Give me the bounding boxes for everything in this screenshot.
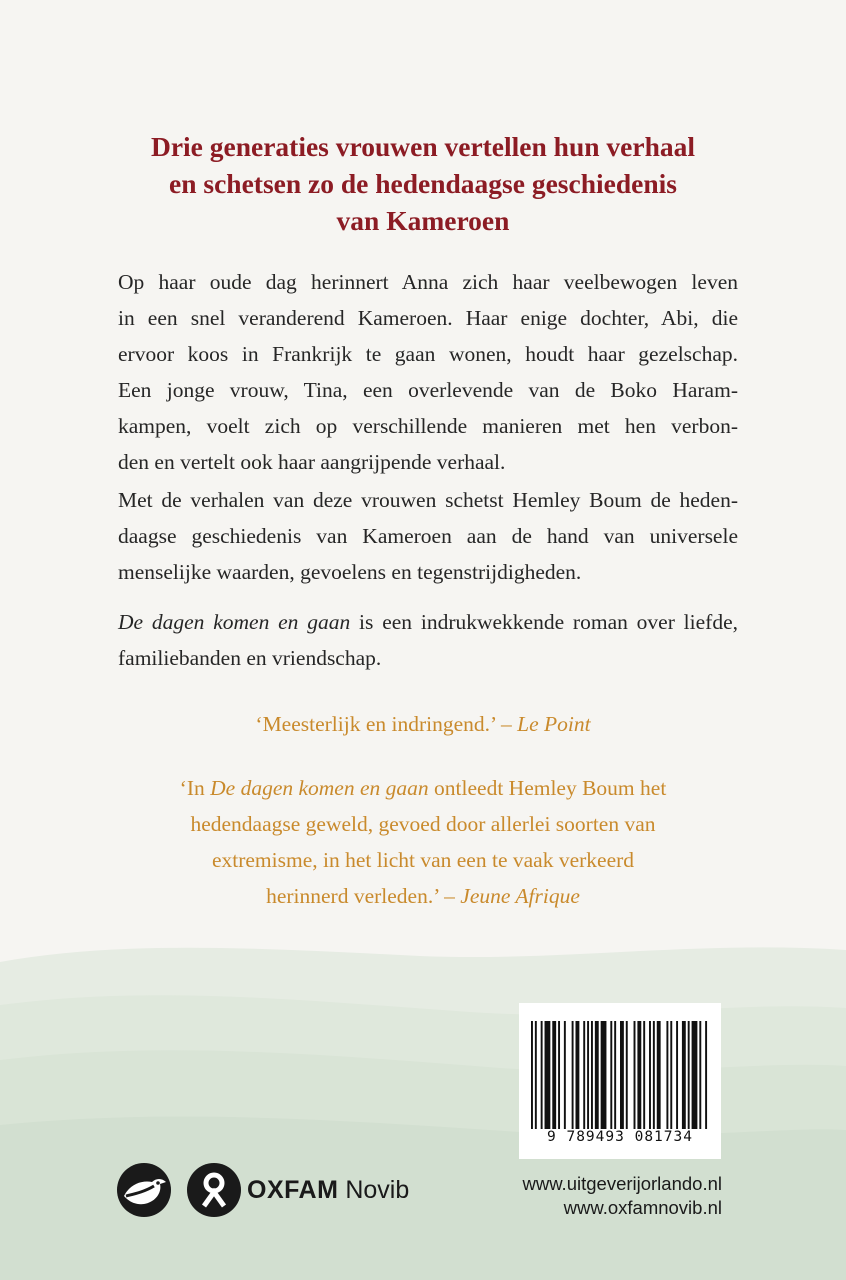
paragraph-line: Met de verhalen van deze vrouwen schetst Hemley Boum de heden- [118,488,738,512]
barcode-bar [657,1021,661,1129]
barcode-bar [682,1021,686,1129]
barcode-bar [699,1021,701,1129]
blurb-paragraph-3 [118,604,738,676]
barcode-bar [610,1021,612,1129]
paragraph-line [118,604,738,640]
headline-line-3: van Kameroen [336,205,510,236]
barcode-bar [583,1021,585,1129]
barcode-bar [643,1021,645,1129]
barcode-bar [670,1021,672,1129]
paragraph-line: familiebanden en vriendschap. [118,646,382,670]
paragraph-line: ervoor koos in Frankrijk te gaan wonen, houdt haar gezelschap. [118,342,738,366]
barcode-bar [558,1021,560,1129]
barcode-bar [688,1021,690,1129]
paragraph-line: in een snel veranderend Kameroen. Haar enige dochter, Abi, die [118,306,738,330]
paragraph-line: daagse geschiedenis van Kameroen aan de hand van universele [118,524,738,548]
barcode-bar [634,1021,636,1129]
quote-text: extremisme, in het licht van een te vaak verkeerd [211,848,635,872]
barcode-bar [572,1021,574,1129]
blurb-paragraph-1 [118,264,738,480]
headline-line-1: Drie generaties vrouwen vertellen hun verhaal [150,131,696,162]
headline [0,128,846,239]
oxfam-wordmark-regular: Novib [338,1176,410,1204]
barcode-bar [637,1021,641,1129]
quote-text: ontleedt Hemley Boum het [428,776,667,800]
headline-line-2: en schetsen zo de hedendaagse geschiedenis [169,168,677,199]
barcode-bar [601,1021,607,1129]
barcode-bar [614,1021,616,1129]
book-title: De dagen komen en gaan [118,610,351,634]
oxfam-person-icon [186,1162,242,1218]
barcode-bar [676,1021,678,1129]
barcode-bar [620,1021,624,1129]
barcode-bar [564,1021,566,1129]
oxfam-novib-wordmark [247,1172,409,1208]
barcode-bar [653,1021,655,1129]
barcode-bar [649,1021,651,1129]
quote-source: Jeune Afrique [460,884,580,908]
barcode-bar [692,1021,698,1129]
barcode-bar [626,1021,628,1129]
barcode-bar [666,1021,668,1129]
oxfam-wordmark-bold: OXFAM [247,1176,339,1204]
review-quote-1 [0,706,846,742]
publisher-url: www.uitgeverijorlando.nl [522,1173,722,1194]
barcode-bar [587,1021,589,1129]
barcode-bar [595,1021,599,1129]
paragraph-line: den en vertelt ook haar aangrijpende verhaal. [118,450,506,474]
barcode-bar [552,1021,556,1129]
barcode-bar [541,1021,543,1129]
barcode-bar [576,1021,580,1129]
quote-source: Le Point [517,712,591,736]
barcode-bars [531,1021,709,1129]
barcode-bar [535,1021,537,1129]
barcode-bar [545,1021,551,1129]
quote-text: hedendaagse geweld, gevoed door allerlei soorten van [190,812,656,836]
barcode-bar [591,1021,593,1129]
paragraph-line: kampen, voelt zich op verschillende manieren met hen verbon- [118,414,738,438]
paragraph-text: is een indrukwekkende roman over liefde, [350,610,738,634]
quote-text: ‘In [179,776,211,800]
paragraph-line: menselijke waarden, gevoelens en tegenstrijdigheden. [118,560,582,584]
oxfam-url: www.oxfamnovib.nl [563,1197,722,1218]
website-urls [480,1172,722,1220]
paragraph-line: Op haar oude dag herinnert Anna zich haar veelbewogen leven [118,270,738,294]
isbn-number: 9 789493 081734 [547,1129,693,1145]
book-title: De dagen komen en gaan [210,776,429,800]
quote-text: herinnerd verleden.’ – [266,884,461,908]
bird-icon [116,1162,172,1218]
review-quote-2 [0,770,846,914]
barcode-bar [705,1021,707,1129]
barcode-bar [531,1021,533,1129]
paragraph-line: Een jonge vrouw, Tina, een overlevende van de Boko Haram- [118,378,738,402]
blurb-paragraph-2 [118,482,738,590]
quote-text: ‘Meesterlijk en indringend.’ – [255,712,518,736]
barcode [519,1003,721,1159]
